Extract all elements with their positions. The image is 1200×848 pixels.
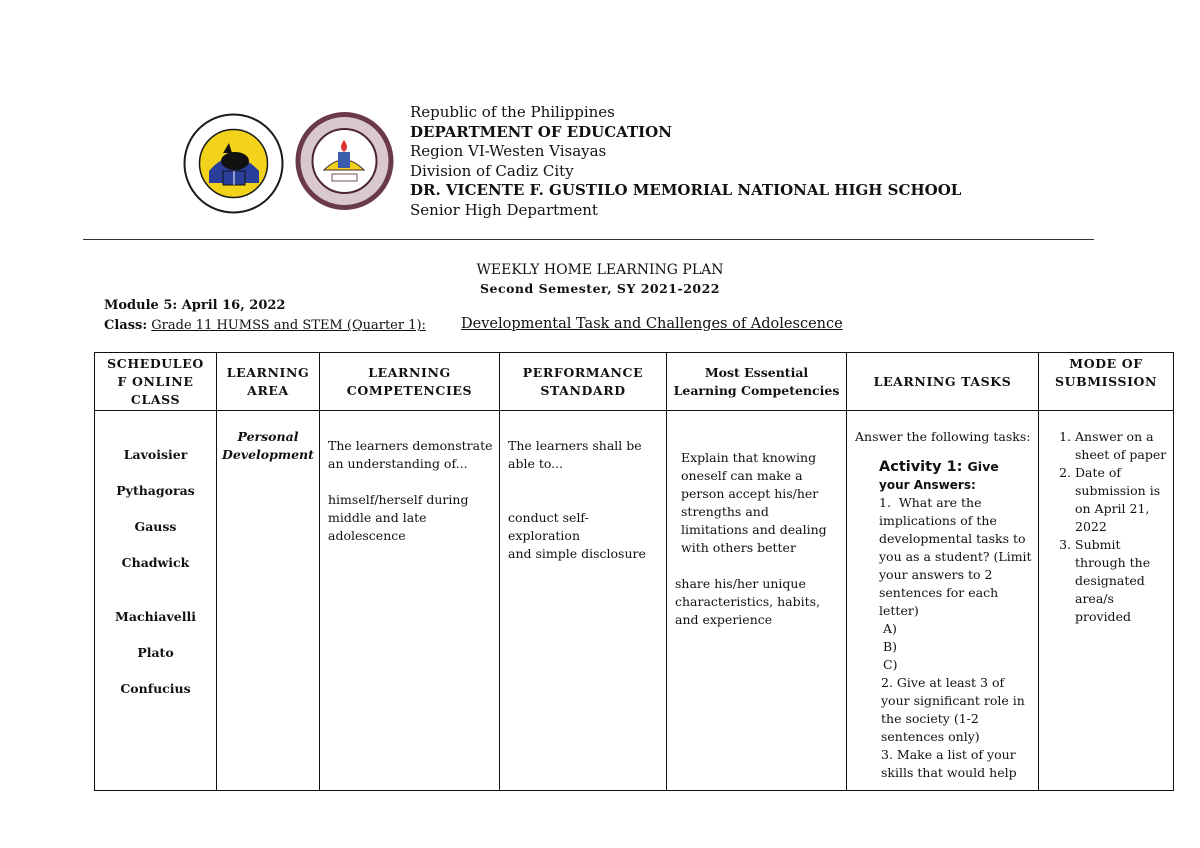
letterhead-department-unit: Senior High Department xyxy=(410,200,598,219)
schedule-section: Gauss xyxy=(134,519,177,534)
performance-intro: The learners shall be able to... xyxy=(508,438,642,471)
schedule-section: Chadwick xyxy=(121,555,190,570)
letterhead-region: Region VI-Westen Visayas xyxy=(410,142,607,161)
melc-item: Explain that knowing oneself can make a person accept his/her strengths and limitations and dealing with others better xyxy=(681,450,827,555)
header-learning-competencies: LEARNING COMPETENCIES xyxy=(320,353,500,411)
letterhead-school: DR. VICENTE F. GUSTILO MEMORIAL NATIONAL HIGH SCHOOL xyxy=(410,181,962,200)
header-melc: Most Essential Learning Competencies xyxy=(667,353,847,411)
learning-area-text: Personal Development xyxy=(222,429,314,462)
competencies-cell xyxy=(320,411,500,791)
melc-cell xyxy=(667,411,847,791)
mode-of-submission-cell xyxy=(1039,411,1174,791)
task-question-1: 1. What are the implications of the developmental tasks to you as a student? (Limit your answers to 2 sentences for each letter) xyxy=(879,495,1032,618)
schedule-spacer xyxy=(95,590,216,608)
plan-semester: Second Semester, SY 2021-2022 xyxy=(480,281,720,296)
schedule-section: Machiavelli xyxy=(115,609,196,624)
competencies-item: himself/herself during middle and late adolescence xyxy=(328,492,469,543)
answer-slot-c: C) xyxy=(883,657,898,672)
schedule-section: Pythagoras xyxy=(116,483,195,498)
deped-seal-logo xyxy=(183,113,284,214)
activity-subtitle: your Answers: xyxy=(879,478,976,492)
performance-item: and simple disclosure xyxy=(508,546,646,561)
schedule-section: Lavoisier xyxy=(123,447,188,462)
letterhead-division: Division of Cadiz City xyxy=(410,161,574,180)
activity-title: Activity 1: Give xyxy=(879,459,999,475)
task-question-2: 2. Give at least 3 of your significant role in the society (1-2 sentences only) xyxy=(881,675,1025,744)
header-learning-area: LEARNING AREA xyxy=(217,353,320,411)
table-header-row xyxy=(95,353,1174,411)
header-schedule: SCHEDULEO F ONLINE CLASS xyxy=(95,353,217,411)
header-learning-tasks: LEARNING TASKS xyxy=(847,353,1039,411)
tasks-intro: Answer the following tasks: xyxy=(855,429,1031,444)
letterhead-republic: Republic of the Philippines xyxy=(410,103,615,121)
letterhead xyxy=(410,103,961,221)
learning-area-cell xyxy=(217,411,320,791)
performance-cell xyxy=(500,411,667,791)
header-divider xyxy=(83,239,1094,240)
learning-plan-table xyxy=(94,352,1174,791)
schedule-section: Plato xyxy=(137,645,174,660)
submission-item: 1. Answer on a sheet of paper xyxy=(1075,428,1167,464)
module-date: Module 5: April 16, 2022 xyxy=(104,298,286,313)
header-mode-of-submission: MODE OF SUBMISSION xyxy=(1039,353,1174,411)
submission-item: 2. Date of submission is on April 21, 2022 xyxy=(1075,464,1167,536)
lesson-topic: Developmental Task and Challenges of Adolescence xyxy=(461,316,843,332)
submission-item: 3. Submit through the designated area/s provided xyxy=(1075,536,1167,626)
class-label: Class: xyxy=(104,318,148,333)
answer-slot-a: A) xyxy=(883,621,897,636)
header-performance-standard: PERFORMANCE STANDARD xyxy=(500,353,667,411)
table-row xyxy=(95,411,1174,791)
letterhead-department: DEPARTMENT OF EDUCATION xyxy=(410,122,672,141)
class-value: Grade 11 HUMSS and STEM (Quarter 1): xyxy=(151,318,426,333)
competencies-intro: The learners demonstrate an understanding of... xyxy=(328,438,493,471)
plan-title: WEEKLY HOME LEARNING PLAN xyxy=(476,262,724,278)
task-question-3: 3. Make a list of your skills that would help xyxy=(881,747,1017,780)
class-line xyxy=(104,318,426,333)
school-seal-logo xyxy=(294,110,395,212)
learning-tasks-cell xyxy=(847,411,1039,791)
schedule-section: Confucius xyxy=(120,681,191,696)
performance-item: conduct self-exploration xyxy=(508,510,589,543)
melc-item: share his/her unique characteristics, habits, and experience xyxy=(675,576,821,627)
submission-list xyxy=(1049,428,1167,626)
answer-slot-b: B) xyxy=(883,639,898,654)
schedule-cell xyxy=(95,411,217,791)
